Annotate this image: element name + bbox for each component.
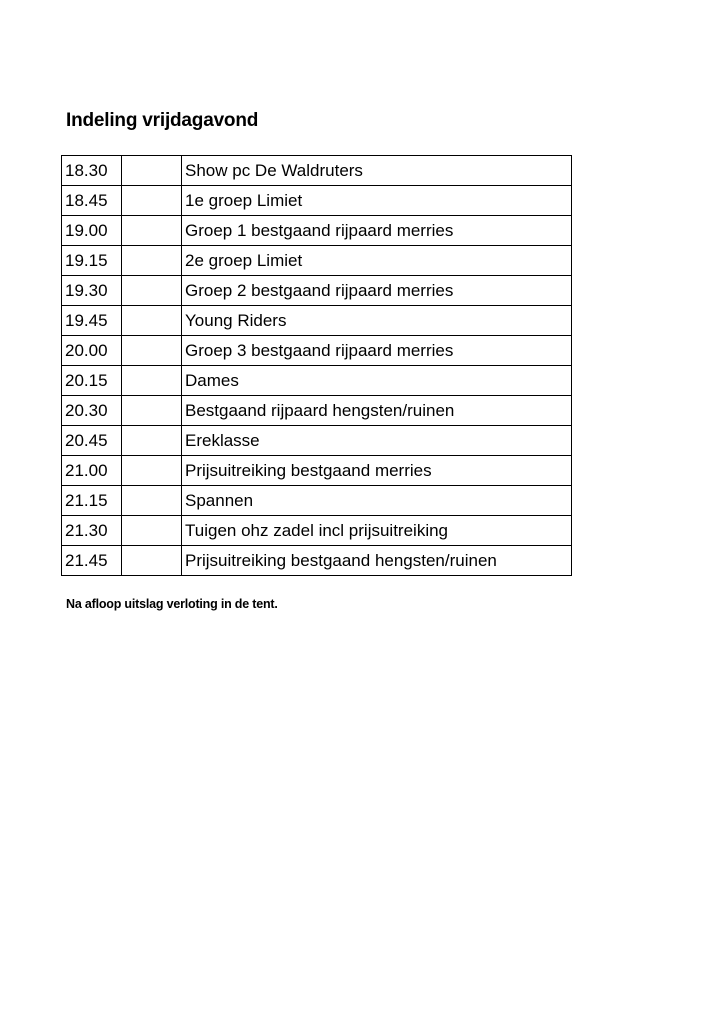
time-cell: 19.15 xyxy=(62,246,122,276)
empty-cell xyxy=(122,186,182,216)
time-cell: 21.15 xyxy=(62,486,122,516)
time-cell: 18.45 xyxy=(62,186,122,216)
table-row xyxy=(62,276,572,306)
empty-cell xyxy=(122,156,182,186)
empty-cell xyxy=(122,246,182,276)
event-cell: Young Riders xyxy=(182,306,572,336)
event-cell: Groep 2 bestgaand rijpaard merries xyxy=(182,276,572,306)
event-cell: Spannen xyxy=(182,486,572,516)
table-row xyxy=(62,366,572,396)
time-cell: 20.30 xyxy=(62,396,122,426)
table-row xyxy=(62,216,572,246)
empty-cell xyxy=(122,516,182,546)
empty-cell xyxy=(122,486,182,516)
table-row xyxy=(62,426,572,456)
empty-cell xyxy=(122,276,182,306)
table-row xyxy=(62,486,572,516)
table-row xyxy=(62,156,572,186)
time-cell: 20.00 xyxy=(62,336,122,366)
time-cell: 21.00 xyxy=(62,456,122,486)
event-cell: 1e groep Limiet xyxy=(182,186,572,216)
time-cell: 21.45 xyxy=(62,546,122,576)
event-cell: Prijsuitreiking bestgaand hengsten/ruinen xyxy=(182,546,572,576)
event-cell: 2e groep Limiet xyxy=(182,246,572,276)
time-cell: 19.00 xyxy=(62,216,122,246)
event-cell: Groep 1 bestgaand rijpaard merries xyxy=(182,216,572,246)
event-cell: Show pc De Waldruters xyxy=(182,156,572,186)
empty-cell xyxy=(122,396,182,426)
event-cell: Ereklasse xyxy=(182,426,572,456)
event-cell: Bestgaand rijpaard hengsten/ruinen xyxy=(182,396,572,426)
event-cell: Prijsuitreiking bestgaand merries xyxy=(182,456,572,486)
table-row xyxy=(62,396,572,426)
schedule-table xyxy=(61,155,572,576)
empty-cell xyxy=(122,546,182,576)
table-row xyxy=(62,306,572,336)
document-title: Indeling vrijdagavond xyxy=(66,110,259,131)
event-cell: Tuigen ohz zadel incl prijsuitreiking xyxy=(182,516,572,546)
table-row xyxy=(62,336,572,366)
schedule-body xyxy=(62,156,572,576)
event-cell: Groep 3 bestgaand rijpaard merries xyxy=(182,336,572,366)
table-row xyxy=(62,516,572,546)
time-cell: 19.45 xyxy=(62,306,122,336)
time-cell: 21.30 xyxy=(62,516,122,546)
time-cell: 18.30 xyxy=(62,156,122,186)
empty-cell xyxy=(122,456,182,486)
time-cell: 20.15 xyxy=(62,366,122,396)
time-cell: 19.30 xyxy=(62,276,122,306)
table-row xyxy=(62,456,572,486)
table-row xyxy=(62,186,572,216)
empty-cell xyxy=(122,216,182,246)
event-cell: Dames xyxy=(182,366,572,396)
empty-cell xyxy=(122,336,182,366)
table-row xyxy=(62,246,572,276)
time-cell: 20.45 xyxy=(62,426,122,456)
empty-cell xyxy=(122,426,182,456)
footnote: Na afloop uitslag verloting in de tent. xyxy=(66,597,278,611)
empty-cell xyxy=(122,366,182,396)
empty-cell xyxy=(122,306,182,336)
table-row xyxy=(62,546,572,576)
